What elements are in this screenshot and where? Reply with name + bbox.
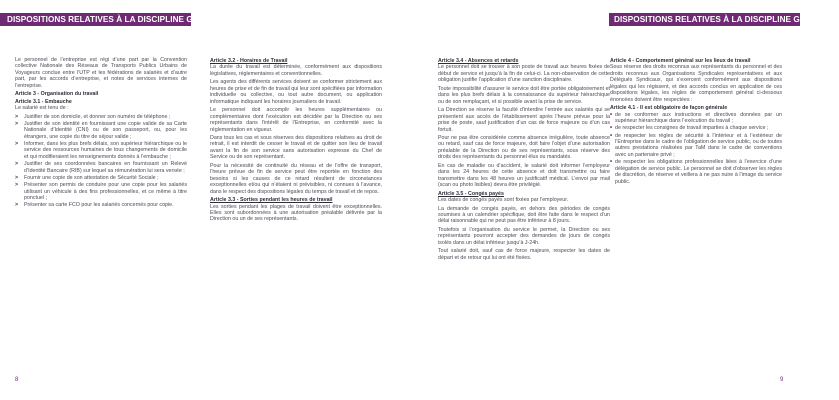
chevron-right-icon: > bbox=[15, 174, 19, 181]
list-item: > Informer, dans les plus brefs délais, son supérieur hiérarchique ou le service des ressources humaines de tous changements de domicile et qui modifieraient les renseignements donnés à l’embauche ; bbox=[15, 141, 187, 160]
paragraph: Toutefois si l’organisation du service le permet, la Direction ou ses représentants pourront accepter des demandes de jours de congés isolés dans un délai inférieur jusqu’à J-24h. bbox=[438, 226, 610, 246]
article-3-5-heading: Article 3.5 - Congés payés bbox=[438, 190, 504, 197]
list-item: > Présenter son permis de conduire pour une copie pour les salariés utilisant un véhicule à des fins professionnelles, et ce même à titre ponctuel ; bbox=[15, 182, 187, 202]
paragraph: Dans tous les cas et sous réserves des dispositions relatives au droit de retrait, il est interdit de cesser le travail et de quitter son lieu de travail avant la fin de son service sans autorisation expresse du Chef de Service ou de son représentant. bbox=[210, 134, 382, 161]
paragraph: Les dates de congés payés sont fixées par l’employeur. bbox=[438, 197, 569, 204]
right-page bbox=[400, 0, 839, 400]
bullet-dot-icon: • bbox=[610, 132, 613, 139]
paragraph: La Direction se réserve la faculté d’interdire l’entrée aux salariés qui se présentent aux accès de l’établissement après l’heure prévue pour la prise de poste, sauf justification d’un cas de force majeure ou d’un cas fortuit. bbox=[438, 107, 610, 133]
paragraph: Les agents des différents services doivent se conformer strictement aux heures de prise et de fin de travail qui leur sont spécifiées par information individuelle ou collective, ou tout autre document, ou application informatique indiquant les horaires journaliers de travail. bbox=[210, 79, 382, 105]
article-4-1-heading: Article 4.1 - Il est obligatoire de façon générale bbox=[610, 105, 728, 112]
list-item: > Justifier de son identité en fournissant une copie valide de sa Carte Nationale d’Identité (CNI) ou de son passeport, ou, pour les étrangers, une copie du titre de séjour valide ; bbox=[15, 120, 187, 140]
paragraph: Sous réserve des droits reconnus aux représentants du personnel et des droits reconnus aux Organisations Syndicales représentatives et aux Délégués Syndicaux, qui s’exercent conformément aux dispositions légales qui les régissent, et des accords conclus en application de ces dispositions légales, les règles de comportement général ci-dessous énoncées doivent être respectées : bbox=[610, 64, 782, 103]
embauche-lead: Le salarié est tenu de : bbox=[15, 105, 69, 112]
page-number-left: 8 bbox=[15, 377, 19, 383]
list-item: • de respecter les consignes de travail imparties à chaque service ; bbox=[610, 125, 769, 132]
list-item: • de respecter les obligations professionnelles liées à l’exercice d’une délégation de service public. Le personnel se doit d’observer les règles de discrétion, de réserve et veillera à ne pas nuire à l’image du service public. bbox=[610, 159, 782, 185]
left-page bbox=[0, 0, 400, 400]
bullet-dot-icon: • bbox=[610, 159, 613, 166]
chevron-right-icon: > bbox=[15, 113, 19, 120]
list-item: > Justifier de ses coordonnées bancaires en fournissant un Relevé d’Identité Bancaire (RIB) sur lequel sa rémunération lui sera versée ; bbox=[15, 161, 187, 174]
bullet-dot-icon: • bbox=[610, 111, 613, 118]
column-1 bbox=[15, 57, 187, 372]
paragraph: Les sorties pendant les plages de travail doivent être exceptionnelles. Elles sont subordonnées à une autorisation préalable délivrée par la Direction ou un de ses représentants. bbox=[210, 203, 382, 223]
article-3-1-heading: Article 3.1 - Embauche bbox=[15, 98, 72, 105]
list-item: • de se conformer aux instructions et directives données par un supérieur hiérarchique dans l’exécution du travail ; bbox=[610, 111, 782, 125]
chevron-right-icon: > bbox=[15, 182, 19, 189]
list-item: > Présenter sa carte FCO pour les salariés concernés pour copie. bbox=[15, 202, 174, 209]
chevron-right-icon: > bbox=[15, 141, 19, 148]
list-item: • de respecter les règles de sécurité à l’intérieur et à l’extérieur de l’Entreprise dans le cadre de l’obligation de service public, ou de toutes autres prestations réalisées par TaM dans le cadre de conventions avec un partenaire privé ; bbox=[610, 132, 782, 158]
article-3-2-heading: Article 3.2 - Horaires de Travail bbox=[210, 58, 288, 64]
list-item: > Fournir une copie de son attestation de Sécurité Sociale ; bbox=[15, 174, 159, 181]
column-3 bbox=[438, 57, 610, 372]
chevron-right-icon: > bbox=[15, 202, 19, 209]
article-4-heading: Article 4 - Comportement général sur les lieux de travail bbox=[610, 58, 751, 64]
paragraph: Le personnel doit accomplir les heures supplémentaires ou complémentaires dont l’exécution est décidée par la Direction ou ses représentants dans l’intérêt de l’Entreprise, en conformité avec la réglementation en vigueur. bbox=[210, 107, 382, 133]
list-item: > Justifier de son domicile, et donner son numéro de téléphone ; bbox=[15, 113, 171, 120]
column-4 bbox=[610, 57, 782, 372]
paragraph: En cas de maladie ou d’accident, le salarié doit informer l’employeur dans les 24 heures de cette absence et doit transmettre ou faire transmettre dans les 48 heures un justificatif médical. L’envoi par mail (scan ou photo lisibles) devra être privilégié. bbox=[438, 162, 610, 189]
article-3-4-heading: Article 3.4 - Absences et retards bbox=[438, 58, 519, 64]
column-2 bbox=[210, 57, 382, 372]
paragraph: Le personnel doit se trouver à son poste de travail aux heures fixées de début de service et jusqu’à la fin de celui-ci. La non-observation de cette obligation justifie l’application d’une sanction disciplinaire. bbox=[438, 64, 610, 84]
article-3-3-heading: Article 3.3 - Sorties pendant les heures de travail bbox=[210, 197, 333, 204]
paragraph: La durée du travail est déterminée, conformément aux dispositions législatives, réglementaires et conventionnelles. bbox=[210, 64, 382, 77]
paragraph: La demande de congés payés, en dehors des périodes de congés soumises à un calendrier spécifique, doit être faite dans le respect d’un délai raisonnable qui ne peut pas être inférieur à 8 jours. bbox=[438, 205, 610, 225]
header-title-right: DISPOSITIONS RELATIVES À LA DISCIPLINE GÉNÉRALE bbox=[614, 15, 839, 24]
intro-paragraph: Le personnel de l’entreprise est régi d’une part par la Convention collective Nationale des Réseaux de Transports Publics Urbains de Voyageurs conclue entre l’UTP et les fédérations de salariés et d’autre part, par les accords d’entreprise, et notes de services internes de l’entreprise. bbox=[15, 57, 187, 89]
page-number-right: 9 bbox=[780, 377, 784, 383]
article-3-heading: Article 3 - Organisation du travail bbox=[15, 91, 99, 98]
paragraph: Pour la nécessité de continuité du réseau et de l’offre de transport, l’heure prévue de fin de service peut être reportée en fonction des besoins si les causes de ce retard résultent de circonstances exceptionnelles et/ou qui n’étaient ni prévisibles, ni connues à l’avance, dans le respect des dispositions légales du temps de travail et de repos. bbox=[210, 162, 382, 195]
paragraph: Tout salarié doit, sauf cas de force majeure, respecter les dates de départ et de retour qui lui ont été fixées. bbox=[438, 248, 610, 261]
bullet-dot-icon: • bbox=[610, 125, 613, 132]
chevron-right-icon: > bbox=[15, 161, 19, 168]
chevron-right-icon: > bbox=[15, 120, 19, 127]
header-title-left: DISPOSITIONS RELATIVES À LA DISCIPLINE GÉNÉRALE bbox=[7, 15, 233, 24]
paragraph: Pour ne pas être considérée comme absence irrégulière, toute absence ou retard, sauf cas de force majeure, doit faire l’objet d’une autorisation préalable de la Direction ou de ses représentants, sous réserve des droits des représentants du personnel élus ou mandatés. bbox=[438, 134, 610, 161]
paragraph: Toute impossibilité d’assurer le service doit être portée obligatoirement et dans les plus brefs délais à la connaissance du supérieur hiérarchique ou de son remplaçant, et si possible avant la prise de service. bbox=[438, 85, 610, 105]
